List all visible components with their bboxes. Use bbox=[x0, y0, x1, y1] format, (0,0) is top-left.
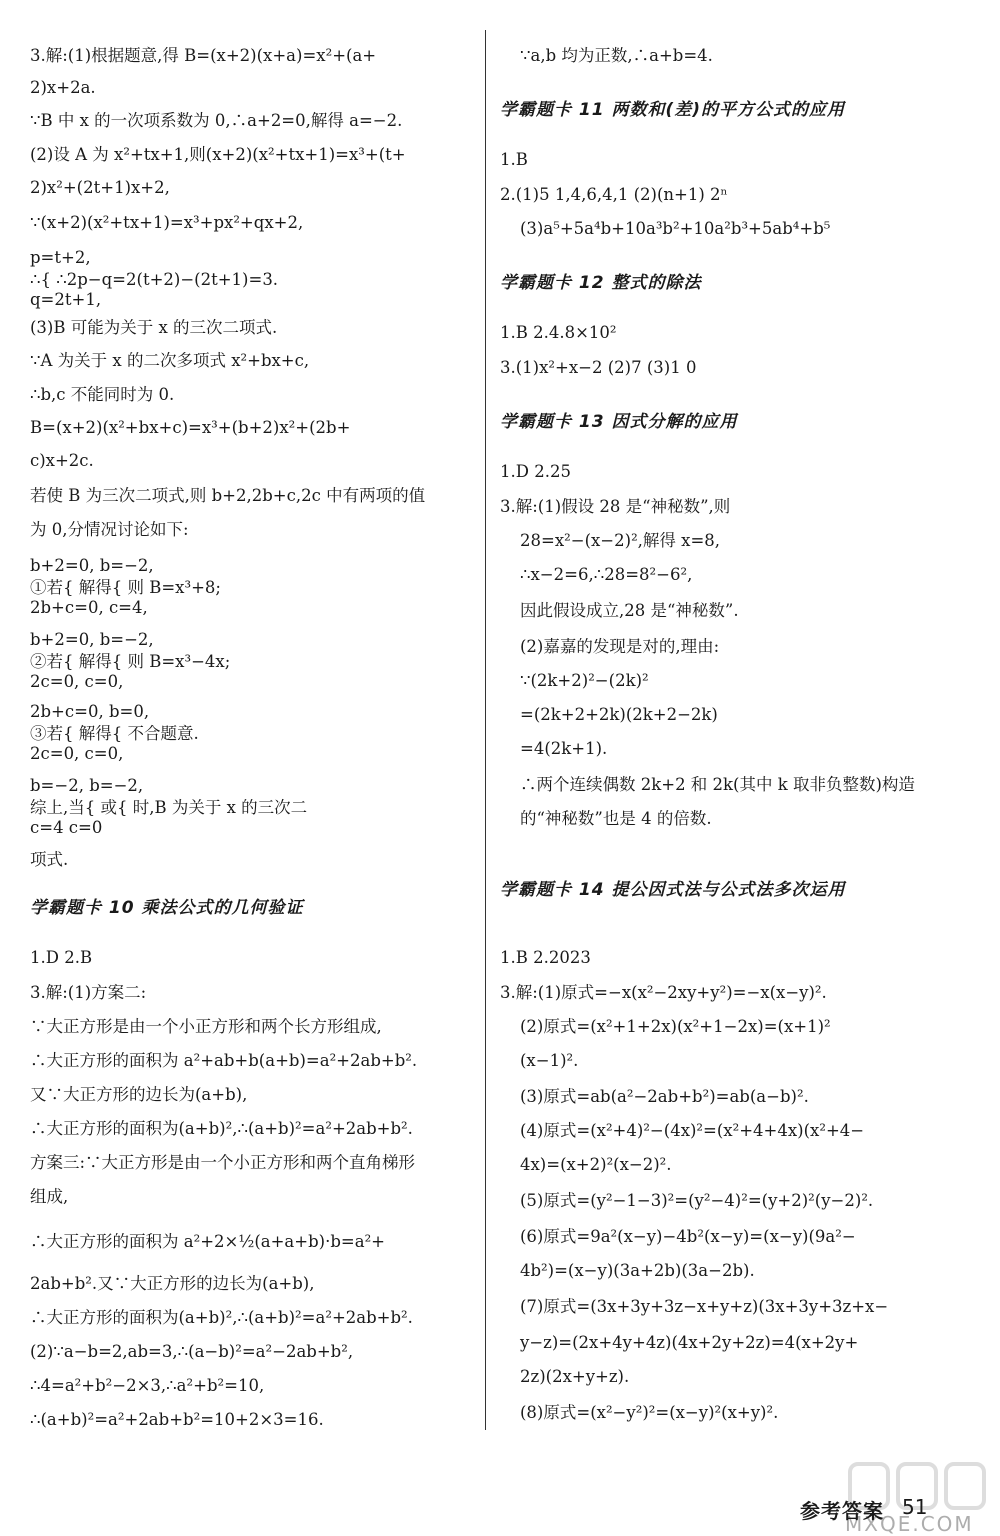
text-line: 2.(1)5 1,4,6,4,1 (2)(n+1) 2ⁿ bbox=[500, 185, 728, 204]
text-line: ∴{ ∴2p−q=2(t+2)−(2t+1)=3. bbox=[30, 270, 279, 289]
text-line: 1.B 2.4.8×10² bbox=[500, 323, 617, 342]
text-line: b+2=0, b=−2, bbox=[30, 630, 154, 649]
text-line: 1.D 2.25 bbox=[500, 462, 571, 481]
text-line: 若使 B 为三次二项式,则 b+2,2b+c,2c 中有两项的值 bbox=[30, 486, 426, 505]
text-line: b+2=0, b=−2, bbox=[30, 556, 154, 575]
text-line: 3.解:(1)根据题意,得 B=(x+2)(x+a)=x²+(a+ bbox=[30, 46, 377, 65]
text-line: (3)原式=ab(a²−2ab+b²)=ab(a−b)². bbox=[520, 1087, 809, 1106]
text-line: 1.D 2.B bbox=[30, 948, 93, 967]
text-line: 3.(1)x²+x−2 (2)7 (3)1 0 bbox=[500, 358, 697, 377]
text-line: ∵(2k+2)²−(2k)² bbox=[520, 671, 649, 690]
text-line: ∴大正方形的面积为(a+b)²,∴(a+b)²=a²+2ab+b². bbox=[30, 1308, 413, 1327]
section-heading: 学霸题卡 13 因式分解的应用 bbox=[500, 412, 738, 432]
text-line: 2c=0, c=0, bbox=[30, 744, 124, 763]
text-line: B=(x+2)(x²+bx+c)=x³+(b+2)x²+(2b+ bbox=[30, 418, 351, 437]
section-heading: 学霸题卡 14 提公因式法与公式法多次运用 bbox=[500, 880, 846, 900]
column-divider bbox=[485, 30, 486, 1430]
text-line: (2)嘉嘉的发现是对的,理由: bbox=[520, 637, 720, 656]
text-line: ∴大正方形的面积为(a+b)²,∴(a+b)²=a²+2ab+b². bbox=[30, 1119, 413, 1138]
watermark-text: MXQE.COM bbox=[845, 1512, 974, 1536]
text-line: ∴4=a²+b²−2×3,∴a²+b²=10, bbox=[30, 1376, 265, 1395]
text-line: 2c=0, c=0, bbox=[30, 672, 124, 691]
text-line: 为 0,分情况讨论如下: bbox=[30, 520, 189, 539]
footer-label: 参考答案 bbox=[800, 1499, 884, 1523]
text-line: 2b+c=0, c=4, bbox=[30, 598, 148, 617]
text-line: ∵大正方形是由一个小正方形和两个长方形组成, bbox=[30, 1017, 382, 1036]
text-line: (7)原式=(3x+3y+3z−x+y+z)(3x+3y+3z+x− bbox=[520, 1297, 889, 1316]
text-line: 的“神秘数”也是 4 的倍数. bbox=[520, 809, 712, 828]
text-line: 2)x²+(2t+1)x+2, bbox=[30, 178, 170, 197]
text-line: (4)原式=(x²+4)²−(4x)²=(x²+4+4x)(x²+4− bbox=[520, 1121, 865, 1140]
text-line: 4x)=(x+2)²(x−2)². bbox=[520, 1155, 672, 1174]
text-line: q=2t+1, bbox=[30, 290, 102, 309]
text-line: ∴大正方形的面积为 a²+ab+b(a+b)=a²+2ab+b². bbox=[30, 1051, 418, 1070]
text-line: 2)x+2a. bbox=[30, 78, 96, 97]
text-line: 综上,当{ 或{ 时,B 为关于 x 的三次二 bbox=[30, 798, 308, 817]
text-line: y−z)=(2x+4y+4z)(4x+2y+2z)=4(x+2y+ bbox=[520, 1333, 859, 1352]
text-line: 2b+c=0, b=0, bbox=[30, 702, 150, 721]
text-line: 4b²)=(x−y)(3a+2b)(3a−2b). bbox=[520, 1261, 755, 1280]
text-line: c)x+2c. bbox=[30, 451, 94, 470]
text-line: 3.解:(1)方案二: bbox=[30, 983, 147, 1002]
text-line: ∵A 为关于 x 的二次多项式 x²+bx+c, bbox=[30, 351, 310, 370]
text-line: 2ab+b².又∵大正方形的边长为(a+b), bbox=[30, 1274, 315, 1293]
text-line: 3.解:(1)原式=−x(x²−2xy+y²)=−x(x−y)². bbox=[500, 983, 827, 1002]
page-number: 51 bbox=[902, 1495, 928, 1519]
text-line: ③若{ 解得{ 不合题意. bbox=[30, 724, 199, 743]
section-heading: 学霸题卡 12 整式的除法 bbox=[500, 273, 702, 293]
text-line: (6)原式=9a²(x−y)−4b²(x−y)=(x−y)(9a²− bbox=[520, 1227, 856, 1246]
text-line: (8)原式=(x²−y²)²=(x−y)²(x+y)². bbox=[520, 1403, 779, 1422]
text-line: p=t+2, bbox=[30, 248, 91, 267]
section-heading: 学霸题卡 10 乘法公式的几何验证 bbox=[30, 898, 304, 918]
text-line: =4(2k+1). bbox=[520, 739, 608, 758]
text-line: ∵B 中 x 的一次项系数为 0,∴a+2=0,解得 a=−2. bbox=[30, 111, 403, 130]
text-line: 28=x²−(x−2)²,解得 x=8, bbox=[520, 531, 721, 550]
text-line: c=4 c=0 bbox=[30, 818, 103, 837]
section-heading: 学霸题卡 11 两数和(差)的平方公式的应用 bbox=[500, 100, 846, 120]
text-line: (x−1)². bbox=[520, 1051, 579, 1070]
text-line: (2)设 A 为 x²+tx+1,则(x+2)(x²+tx+1)=x³+(t+ bbox=[30, 145, 406, 164]
text-line: 方案三:∵大正方形是由一个小正方形和两个直角梯形 bbox=[30, 1153, 416, 1172]
text-line: ∴x−2=6,∴28=8²−6², bbox=[520, 565, 693, 584]
text-line: (2)原式=(x²+1+2x)(x²+1−2x)=(x+1)² bbox=[520, 1017, 831, 1036]
text-line: ∴(a+b)²=a²+2ab+b²=10+2×3=16. bbox=[30, 1410, 324, 1429]
text-line: ①若{ 解得{ 则 B=x³+8; bbox=[30, 578, 221, 597]
text-line: 1.B bbox=[500, 150, 528, 169]
text-line: 1.B 2.2023 bbox=[500, 948, 591, 967]
text-line: (2)∵a−b=2,ab=3,∴(a−b)²=a²−2ab+b², bbox=[30, 1342, 354, 1361]
text-line: =(2k+2+2k)(2k+2−2k) bbox=[520, 705, 718, 724]
text-line: b=−2, b=−2, bbox=[30, 776, 144, 795]
text-line: ∴大正方形的面积为 a²+2×½(a+a+b)·b=a²+ bbox=[30, 1232, 386, 1251]
text-line: 组成, bbox=[30, 1187, 69, 1206]
text-line: (3)a⁵+5a⁴b+10a³b²+10a²b³+5ab⁴+b⁵ bbox=[520, 219, 831, 238]
text-line: ∴两个连续偶数 2k+2 和 2k(其中 k 取非负整数)构造 bbox=[520, 775, 915, 794]
text-line: (3)B 可能为关于 x 的三次二项式. bbox=[30, 318, 278, 337]
text-line: 2z)(2x+y+z). bbox=[520, 1367, 630, 1386]
text-line: ∵a,b 均为正数,∴a+b=4. bbox=[520, 46, 713, 65]
text-line: ∴b,c 不能同时为 0. bbox=[30, 385, 175, 404]
text-line: 3.解:(1)假设 28 是“神秘数”,则 bbox=[500, 497, 731, 516]
text-line: 因此假设成立,28 是“神秘数”. bbox=[520, 601, 739, 620]
text-line: ∵(x+2)(x²+tx+1)=x³+px²+qx+2, bbox=[30, 213, 304, 232]
text-line: 又∵大正方形的边长为(a+b), bbox=[30, 1085, 248, 1104]
text-line: ②若{ 解得{ 则 B=x³−4x; bbox=[30, 652, 231, 671]
text-line: 项式. bbox=[30, 850, 69, 869]
text-line: (5)原式=(y²−1−3)²=(y²−4)²=(y+2)²(y−2)². bbox=[520, 1191, 874, 1210]
